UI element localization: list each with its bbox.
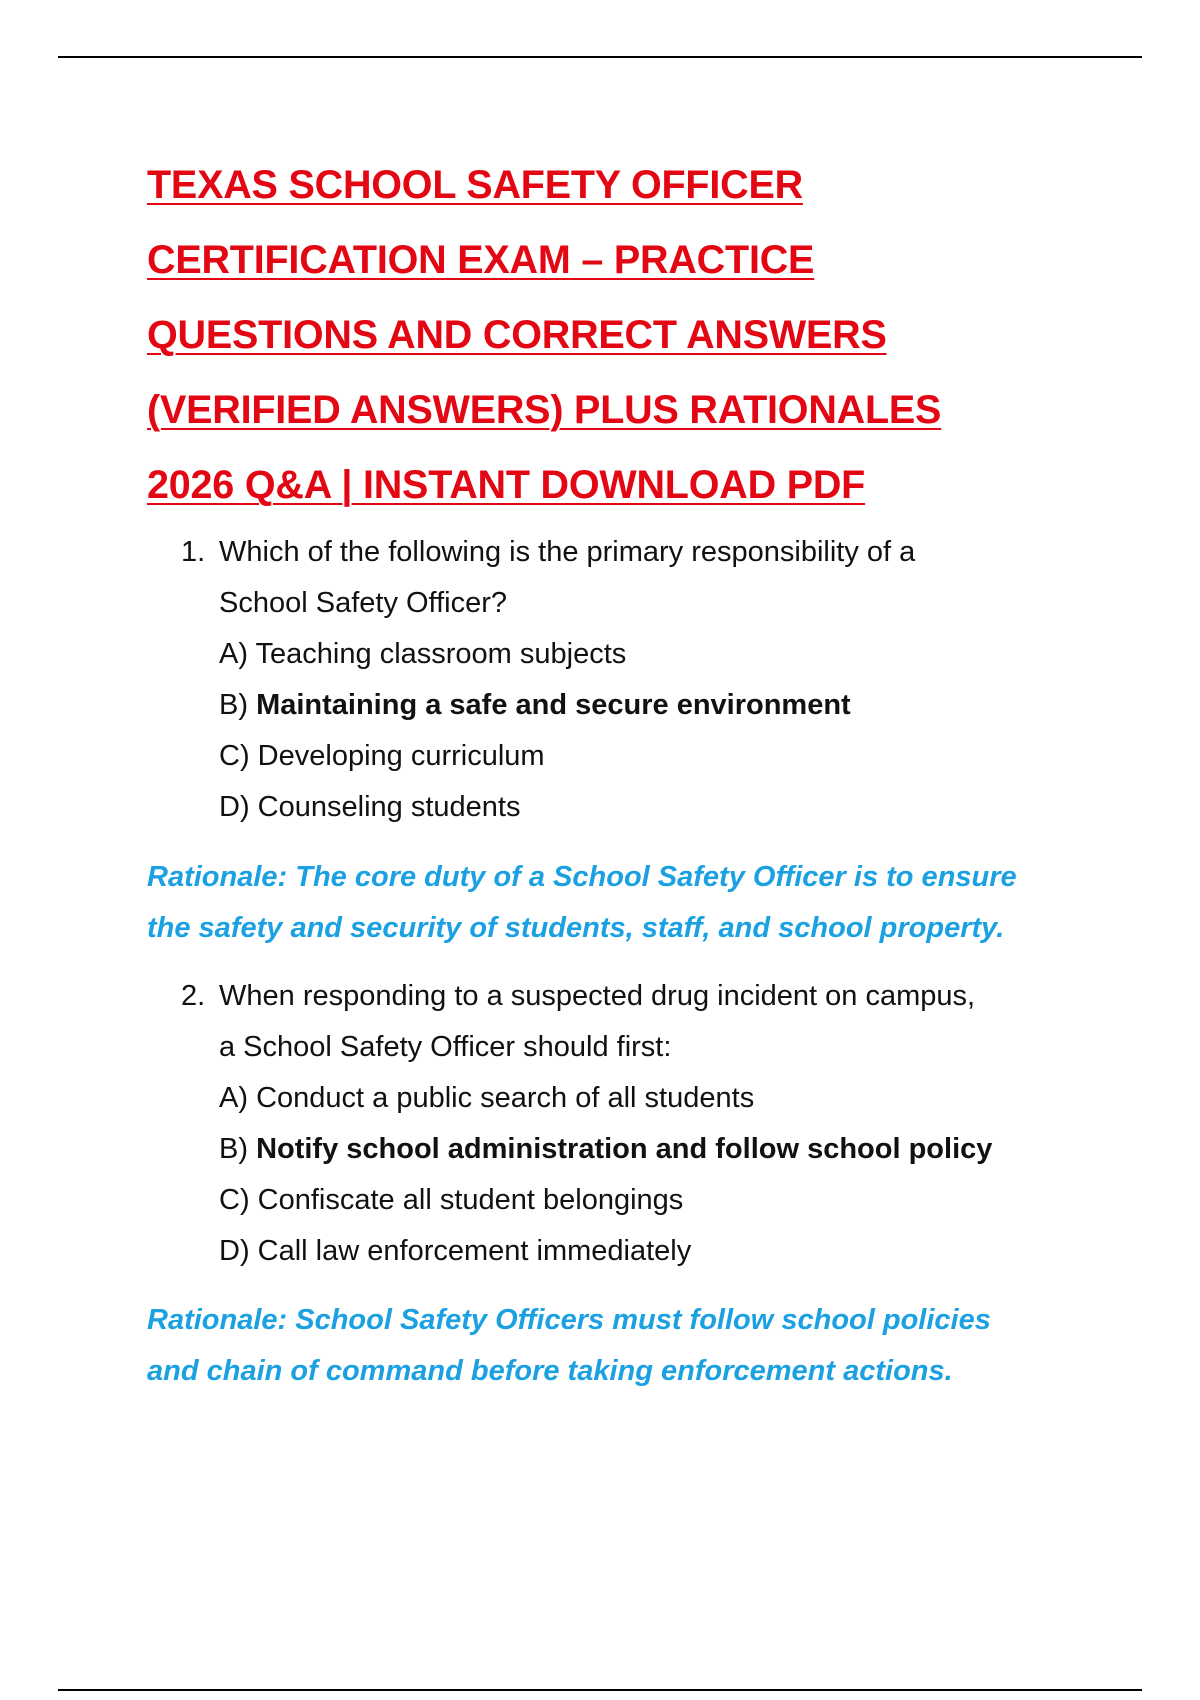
title-line: 2026 Q&A | INSTANT DOWNLOAD PDF <box>147 463 866 507</box>
rationale-2 <box>147 1295 1147 1397</box>
rationale-line: Rationale: The core duty of a School Safety Officer is to ensure <box>147 861 1017 893</box>
title-line: CERTIFICATION EXAM – PRACTICE <box>147 238 815 282</box>
option-a: A) Conduct a public search of all students <box>219 1082 755 1114</box>
top-rule <box>58 56 1142 58</box>
question-2 <box>181 971 1121 1277</box>
question-stem-continued: School Safety Officer? <box>219 587 508 619</box>
title-line: (VERIFIED ANSWERS) PLUS RATIONALES <box>147 388 942 432</box>
option-a: A) Teaching classroom subjects <box>219 638 627 670</box>
bottom-rule <box>58 1689 1142 1691</box>
option-d: D) Counseling students <box>219 791 521 823</box>
title-line: QUESTIONS AND CORRECT ANSWERS <box>147 313 887 357</box>
document-title <box>147 148 1147 523</box>
option-d: D) Call law enforcement immediately <box>219 1235 692 1267</box>
rationale-line: and chain of command before taking enforcement actions. <box>147 1355 953 1387</box>
rationale-line: the safety and security of students, staff, and school property. <box>147 912 1005 944</box>
question-number: 2. <box>181 980 206 1012</box>
option-b-correct: B) Notify school administration and follow school policy <box>219 1133 993 1165</box>
option-c: C) Developing curriculum <box>219 740 545 772</box>
option-b-correct: B) Maintaining a safe and secure environment <box>219 689 851 721</box>
rationale-line: Rationale: School Safety Officers must follow school policies <box>147 1304 991 1336</box>
question-1 <box>181 527 1121 833</box>
question-stem: Which of the following is the primary responsibility of a <box>219 536 916 568</box>
rationale-1 <box>147 852 1147 954</box>
title-line: TEXAS SCHOOL SAFETY OFFICER <box>147 163 803 207</box>
option-c: C) Confiscate all student belongings <box>219 1184 684 1216</box>
question-number: 1. <box>181 536 206 568</box>
question-stem-continued: a School Safety Officer should first: <box>219 1031 672 1063</box>
question-stem: When responding to a suspected drug incident on campus, <box>219 980 976 1012</box>
